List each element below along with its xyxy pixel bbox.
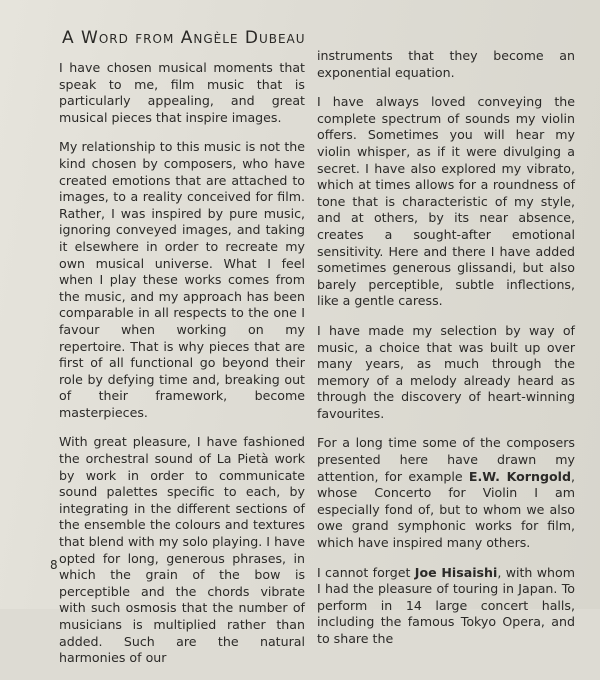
paragraph: I have chosen musical moments that speak to me, film music that is particularly appealing, and great musical pieces that inspire images. xyxy=(59,60,305,125)
paragraph xyxy=(317,435,575,551)
paragraph: My relationship to this music is not the kind chosen by composers, who have created emotions that are attached to images, to a reality conceived for film. Rather, I was inspired by pure music, ignoring conveyed images, and taking it elsewhere in order to recreate my own musical universe. What I feel when I play these works comes from the music, and my approach has been comparable in all respects to the one I favour when working on my repertoire. That is why pieces that are first of all functional go beyond their role by defying time and, breaking out of their framework, become masterpieces. xyxy=(59,139,305,420)
text-run: For a long time some of the composers presented here have drawn my attention, for example xyxy=(317,435,575,484)
right-column xyxy=(317,48,575,661)
text-run: , whose Concerto for Violin I am especially fond of, but to whom we also owe grand symphonic works for film, which have inspired many others. xyxy=(317,468,575,551)
left-column xyxy=(59,60,305,680)
text-run: I cannot forget xyxy=(317,564,415,580)
paragraph: instruments that they become an exponential equation. xyxy=(317,48,575,80)
paragraph: I have made my selection by way of music, a choice that was built up over many years, as much through the memory of a melody already heard as through the discovery of heart-winning favourites. xyxy=(317,322,575,421)
composer-name: E.W. Korngold xyxy=(468,468,571,484)
paragraph: I have always loved conveying the complete spectrum of sounds my violin offers. Sometimes you will hear my violin whisper, as if it were divulging a secret. I have also explored my vibrato, which at times allows for a roundness of tone that is characteristic of my style, and at others, by its near absence, creates a sought-after emotional sensitivity. Here and there I have added sometimes generous glissandi, but also barely perceptible, subtle inflections, like a gentle caress. xyxy=(317,94,575,309)
text-run: , with whom I had the pleasure of touring in Japan. To perform in 14 large concert halls, including the famous Tokyo Opera, and to share the xyxy=(317,564,576,646)
composer-name: Joe Hisaishi xyxy=(414,564,498,580)
paragraph: With great pleasure, I have fashioned the orchestral sound of La Pietà work by work in order to communicate sound palettes specific to each, by integrating in the different sections of the ensemble the colours and textures that blend with my solo playing. I have opted for long, generous phrases, in which the grain of the bow is perceptible and the chords vibrate with such osmosis that the number of musicians is multiplied rather than added. Such are the natural harmonies of our xyxy=(59,434,305,666)
paragraph xyxy=(317,565,575,648)
page-title: A Word from Angèle Dubeau xyxy=(62,28,306,48)
page-number: 8 xyxy=(50,558,58,572)
